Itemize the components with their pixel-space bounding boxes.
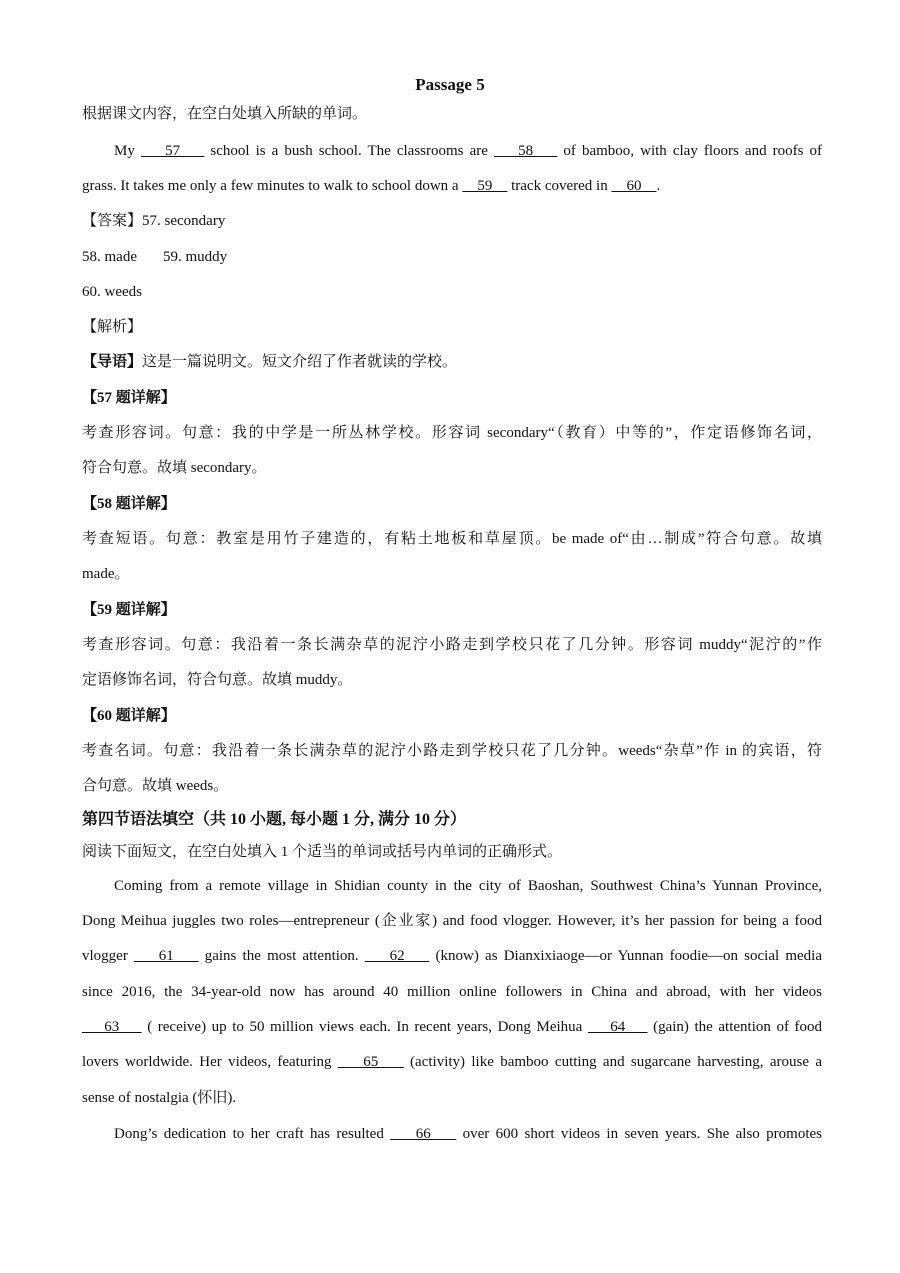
section-4-instruction: 阅读下面短文，在空白处填入 1 个适当的单词或括号内单词的正确形式。 (82, 844, 563, 860)
section-4-title: 第四节语法填空（共 10 小题, 每小题 1 分, 满分 10 分） (82, 811, 467, 828)
answer-60: 60. weeds (82, 284, 142, 300)
q60-explanation-line-1: 考查名词。句意：我沿着一条长满杂草的泥泞小路走到学校只花了几分钟。weeds“杂草”作 in 的宾语，符 (82, 743, 822, 759)
answer-58: 58. made (82, 249, 137, 265)
passage-title: Passage 5 (415, 75, 485, 94)
intro-line (82, 352, 822, 372)
q57-explanation-line-1: 考查形容词。句意：我的中学是一所丛林学校。形容词 secondary“（教育）中等的”，作定语修饰名词， (82, 425, 822, 441)
blank-65: 65 (337, 1054, 404, 1070)
q59-explanation-line-2: 定语修饰名词，符合句意。故填 muddy。 (82, 672, 353, 688)
grammar-passage-line-4: since 2016, the 34-year-old now has around 40 million online followers in China and abroad, with her videos (82, 984, 822, 1000)
q59-explanation-line-1: 考查形容词。句意：我沿着一条长满杂草的泥泞小路走到学校只花了几分钟。形容词 muddy“泥泞的”作 (82, 637, 822, 653)
grammar-passage-line-3: vlogger 61 gains the most attention. 62 (know) as Dianxixiaoge—or Yunnan foodie—on social media (82, 948, 822, 964)
blank-60: 60 (611, 178, 657, 194)
answer-57: 57. secondary (142, 213, 226, 229)
blank-62: 62 (364, 948, 430, 964)
answer-59: 59. muddy (162, 249, 228, 265)
blank-63: 63 (82, 1019, 142, 1035)
blank-61: 61 (134, 948, 199, 964)
q58-explanation-line-2: made。 (82, 566, 130, 582)
q60-heading: 【60 题详解】 (82, 708, 176, 724)
intro-label: 【导语】 (82, 354, 143, 370)
grammar-passage-line-5: 63 ( receive) up to 50 million views each. In recent years, Dong Meihua 64 (gain) the attention of food (82, 1019, 823, 1035)
q57-heading: 【57 题详解】 (82, 390, 176, 406)
grammar-passage-line-6: lovers worldwide. Her videos, featuring 65 (activity) like bamboo cutting and sugarcane harvesting, arouse a (82, 1054, 822, 1070)
analysis-label: 【解析】 (82, 319, 143, 335)
blank-59: 59 (462, 178, 508, 194)
grammar-passage-line-2: Dong Meihua juggles two roles—entrepreneur (企业家) and food vlogger. However, it’s her passion for being a food (82, 913, 822, 929)
blank-64: 64 (587, 1019, 648, 1035)
blank-66: 66 (390, 1126, 457, 1142)
grammar-passage-line-8: Dong’s dedication to her craft has resulted 66 over 600 short videos in seven years. She also promotes (114, 1126, 822, 1142)
q59-heading: 【59 题详解】 (82, 602, 176, 618)
grammar-passage-line-7: sense of nostalgia (怀旧). (82, 1090, 237, 1106)
passage-line-1: My 57 school is a bush school. The classrooms are 58 of bamboo, with clay floors and roofs of (114, 143, 823, 159)
answer-label: 【答案】 (82, 213, 143, 229)
q60-explanation-line-2: 合句意。故填 weeds。 (82, 778, 229, 794)
passage-instruction: 根据课文内容，在空白处填入所缺的单词。 (82, 106, 368, 122)
intro-text: 这是一篇说明文。短文介绍了作者就读的学校。 (142, 354, 458, 370)
q57-explanation-line-2: 符合句意。故填 secondary。 (82, 460, 267, 476)
blank-57: 57 (140, 143, 205, 159)
grammar-passage-line-1: Coming from a remote village in Shidian county in the city of Baoshan, Southwest China’s Yunnan Province, (114, 878, 822, 894)
q58-heading: 【58 题详解】 (82, 496, 176, 512)
q58-explanation-line-1: 考查短语。句意：教室是用竹子建造的，有粘土地板和草屋顶。be made of“由…制成”符合句意。故填 (82, 531, 822, 547)
blank-58: 58 (493, 143, 558, 159)
passage-line-2: grass. It takes me only a few minutes to walk to school down a 59 track covered in 60 . (82, 178, 661, 194)
answer-line-2 (82, 247, 822, 267)
answer-line-1 (82, 211, 822, 231)
